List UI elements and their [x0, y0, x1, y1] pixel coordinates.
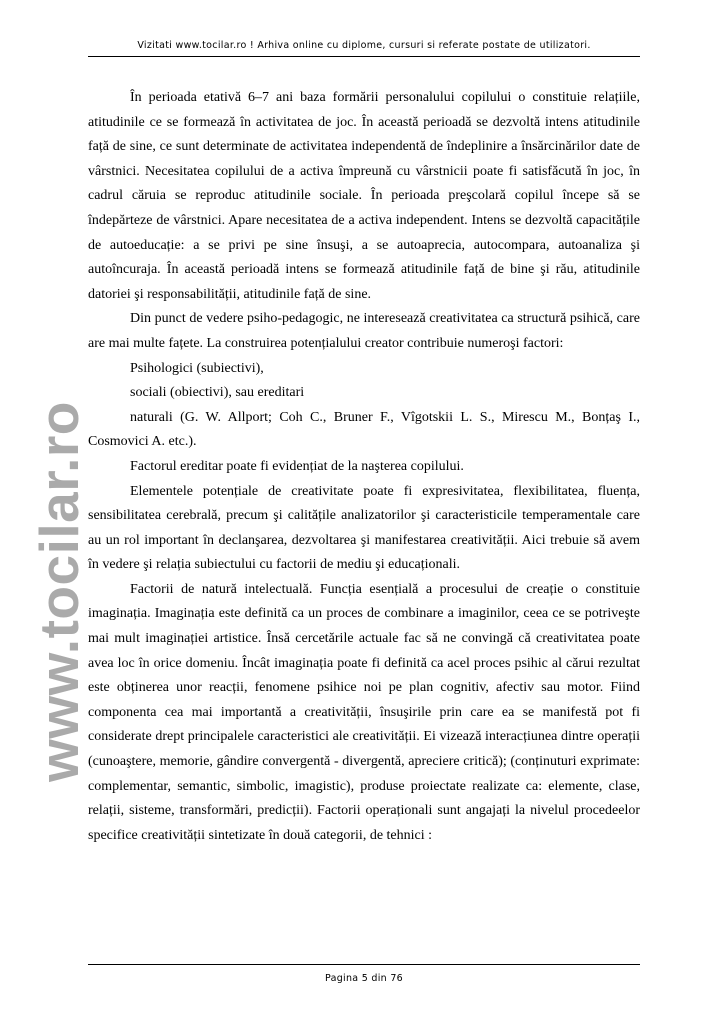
paragraph-1: În perioada etativă 6–7 ani baza formării personalului copilului o constituie relațiile, atitudinile ce se formează în activitatea de joc. În această perioadă se dezvoltă intens atitudinile față de sine, ce sunt determinate de activitatea independentă de îndeplinire a însărcinărilor date de vârstnici. Necesitatea copilului de a activa împreună cu vârstnicii poate fi satisfăcută în joc, în cadrul căruia se reproduc atitudinile sociale. În perioada preşcolară copilul începe să se îndepărteze de vârstnici. Apare necesitatea de a activa independent. Intens se dezvoltă capacitățile de autoeducație: a se privi pe sine însuşi, a se autoaprecia, autocompara, autoanaliza şi autoîncuraja. În această perioadă intens se formează atitudinile față de bine şi rău, atitudinile datoriei şi responsabilității, atitudinile față de sine.	[88, 90, 640, 302]
page-number: Pagina 5 din 76	[324, 973, 404, 984]
watermark: www.tocilar.ro	[28, 401, 90, 782]
paragraph-4: Elementele potențiale de creativitate poate fi expresivitatea, flexibilitatea, fluența, sensibilitatea cerebrală, precum şi calitățile analizatorilor şi caracteristicile temperamentale care au un rol important în declanşarea, dezvoltarea şi manifestarea creativității. Aici trebuie să avem în vedere şi relația subiectului cu factorii de mediu şi educaționali.	[88, 483, 640, 573]
factor-item-3: naturali (G. W. Allport; Coh C., Bruner F., Vîgotskii L. S., Mirescu M., Bonțaş I., Cosmovici A. etc.).	[88, 409, 640, 450]
factor-item-2: sociali (obiectivi), sau ereditari	[130, 385, 305, 401]
footer-divider	[88, 964, 640, 965]
document-body	[88, 86, 640, 848]
paragraph-2: Din punct de vedere psiho-pedagogic, ne interesează creativitatea ca structură psihică, care are mai multe fațete. La construirea potențialului creator contribuie numeroşi factori:	[88, 311, 640, 351]
paragraph-5: Factorii de natură intelectuală. Funcția esențială a procesului de creație o constituie imaginația. Imaginația este definită ca un proces de combinare a imaginilor, ceea ce se potriveşte mai mult imaginației artistice. Însă cercetările actuale fac să ne convingă că creativitatea poate avea loc în orice domeniu. Încât imaginația poate fi definită ca acel proces psihic al cărui rezultat este obținerea unor reacții, fenomene psihice noi pe plan cognitiv, afectiv sau motor. Fiind componenta cea mai importantă a creativității, însuşirile prin care ea se manifestă pot fi considerate drept principalele caracteristici ale creativității. Ei vizează interacțiunea dintre operații (cunoaştere, memorie, gândire convergentă - divergentă, apreciere critică); (conținuturi exprimate: complementar, semantic, simbolic, imagistic), produse proiectate realizate ca: elemente, clase, relații, sisteme, transformări, predicții). Factorii operaționali sunt angajați la nivelul procedeelor specifice creativității sintetizate în două categorii, de tehnici :	[88, 581, 640, 843]
header-divider	[88, 56, 640, 57]
factor-item-1: Psihologici (subiectivi),	[130, 360, 264, 376]
paragraph-3: Factorul ereditar poate fi evidențiat de la naşterea copilului.	[130, 458, 464, 474]
page-header: Vizitati www.tocilar.ro ! Arhiva online cu diplome, cursuri si referate postate de utilizatori.	[137, 40, 591, 51]
